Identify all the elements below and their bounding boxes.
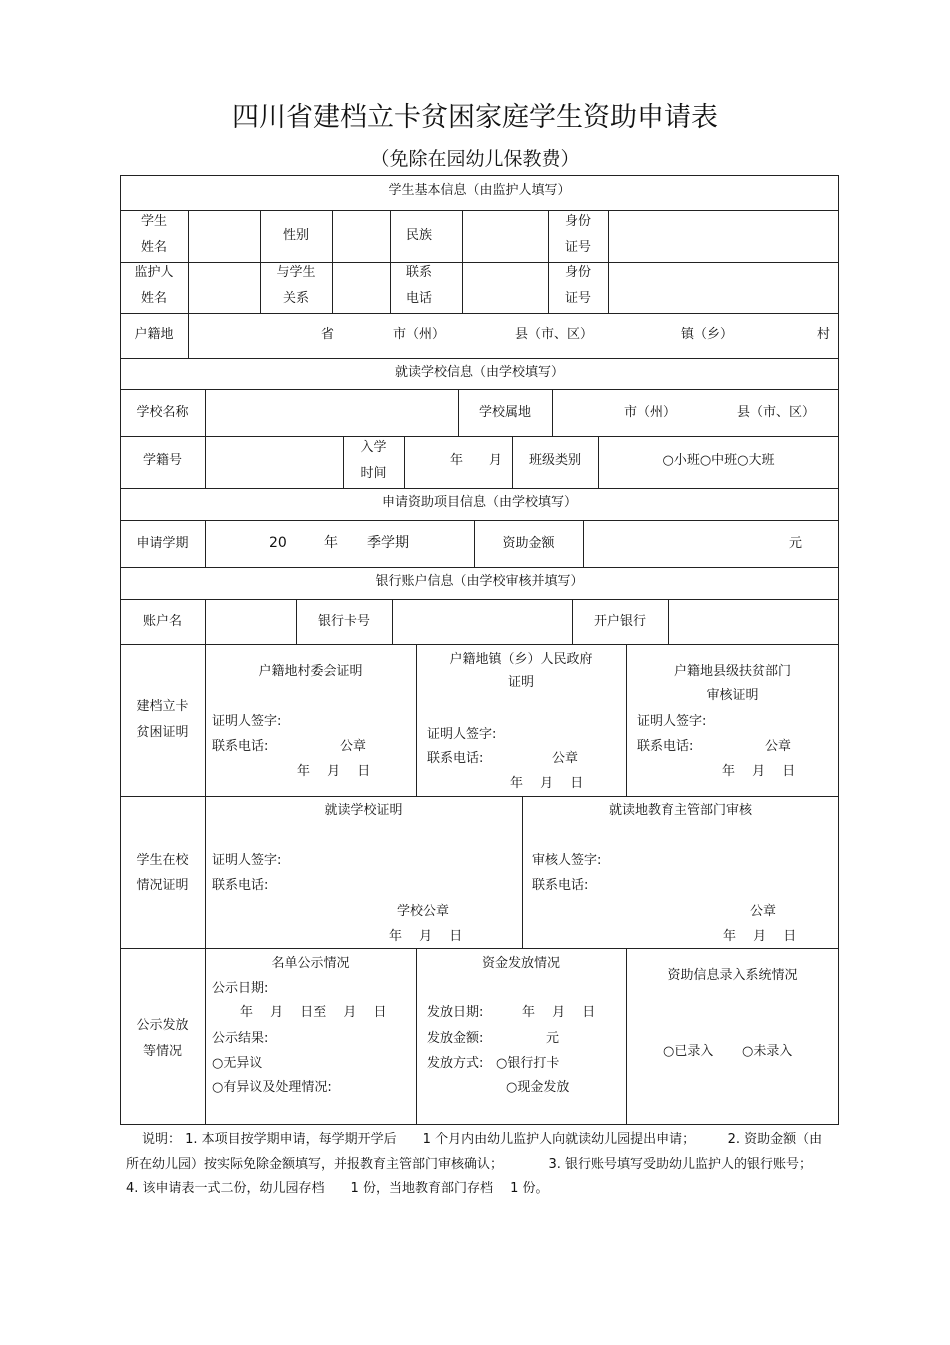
class-type-label: 班级类别 <box>528 453 581 468</box>
instructions-note <box>126 1128 832 1202</box>
fund-issue-title: 资金发放情况 <box>481 956 560 971</box>
row-divider <box>120 313 839 314</box>
form-title: 四川省建档立卡贫困家庭学生资助申请表 <box>232 102 718 133</box>
publicity-date-range: 年 月 日至 月 日 <box>240 1005 387 1020</box>
col-divider <box>205 644 206 1125</box>
province-unit: 省 <box>321 327 335 342</box>
town-proof-title: 户籍地镇（乡）人民政府 <box>449 652 593 667</box>
col-divider <box>205 389 206 488</box>
signer-label: 证明人签字: <box>427 727 497 742</box>
county-proof-title: 审核证明 <box>706 688 759 703</box>
signer-label: 证明人签字: <box>212 714 282 729</box>
col-divider <box>552 389 553 436</box>
row-divider <box>120 488 839 489</box>
term-year-prefix: 20 <box>269 535 287 551</box>
guardian-name-label: 监护人 <box>134 265 174 280</box>
student-roll-label: 学籍号 <box>142 453 182 468</box>
edu-review-title: 就读地教育主管部门审核 <box>608 803 752 818</box>
location-city-unit: 市（州） <box>624 405 677 420</box>
row-divider <box>120 796 839 797</box>
publicity-result-label: 公示结果: <box>212 1031 269 1046</box>
col-divider <box>404 436 405 488</box>
publicity-label: 等情况 <box>142 1044 182 1059</box>
col-divider <box>416 948 417 1125</box>
phone-label: 联系电话: <box>212 878 269 893</box>
school-location-label: 学校属地 <box>478 405 531 420</box>
account-name-label: 账户名 <box>142 614 182 629</box>
term-year-unit: 年 <box>324 535 338 551</box>
row-divider <box>120 358 839 359</box>
row-divider <box>120 210 839 211</box>
poverty-proof-label: 建档立卡 <box>136 699 189 714</box>
signer-label: 证明人签字: <box>637 714 707 729</box>
bank-name-label: 开户银行 <box>593 614 646 629</box>
id-number-label: 身份 <box>564 214 591 229</box>
gender-label: 性别 <box>282 228 309 243</box>
guardian-id-label: 证号 <box>564 291 591 306</box>
section-bank-info: 银行账户信息（由学校审核并填写） <box>375 574 584 589</box>
class-type-options[interactable]: ○小班○中班○大班 <box>662 453 775 468</box>
phone-label: 联系 <box>405 265 432 280</box>
date-label: 年 月 日 <box>389 929 463 944</box>
guardian-name-label: 姓名 <box>140 291 167 306</box>
issue-amount-label: 发放金额: <box>427 1031 484 1046</box>
col-divider <box>188 210 189 358</box>
row-divider <box>120 389 839 390</box>
row-divider <box>120 436 839 437</box>
town-unit: 镇（乡） <box>681 327 734 342</box>
col-divider <box>392 599 393 644</box>
aid-amount-unit: 元 <box>789 536 803 551</box>
enrollment-proof-label: 情况证明 <box>136 878 189 893</box>
row-divider <box>120 644 839 645</box>
col-divider <box>583 520 584 567</box>
reviewer-label: 审核人签字: <box>532 853 602 868</box>
village-unit: 村 <box>817 327 831 342</box>
entry-time-label: 时间 <box>360 466 387 481</box>
ethnicity-label: 民族 <box>405 228 432 243</box>
term-season: 季学期 <box>367 535 409 551</box>
phone-label: 联系电话: <box>637 739 694 754</box>
seal-label: 公章 <box>765 739 792 754</box>
no-objection-option[interactable]: ○无异议 <box>212 1056 263 1071</box>
instructions-text: 说明： 1. 本项目按学期申请，每学期开学后 1 个月内由幼儿监护人向就读幼儿园提出申请； 2. 资助金额（由所在幼儿园）按实际免除金额填写，并报教育主管部门审核确认； 3. 银行账号填写受助幼儿监护人的银行账号； 4. 该申请表一式二份，幼儿园存档 1 份，当地教育部门存档 1 份。 <box>126 1132 823 1196</box>
phone-label: 联系电话: <box>532 878 589 893</box>
section-student-info: 学生基本信息（由监护人填写） <box>388 183 571 198</box>
date-label: 年 月 日 <box>510 776 584 791</box>
town-proof-title: 证明 <box>507 675 534 690</box>
city-unit: 市（州） <box>393 327 446 342</box>
relation-label: 与学生 <box>276 265 316 280</box>
location-county-unit: 县（市、区） <box>737 405 816 420</box>
row-divider <box>120 520 839 521</box>
col-divider <box>205 520 206 567</box>
entry-year-month: 年 月 <box>450 453 503 468</box>
col-divider <box>668 599 669 644</box>
date-label: 年 月 日 <box>723 929 797 944</box>
relation-label: 关系 <box>282 291 309 306</box>
school-proof-title: 就读学校证明 <box>324 803 403 818</box>
col-divider <box>205 599 206 644</box>
county-unit: 县（市、区） <box>515 327 594 342</box>
household-label: 户籍地 <box>134 327 174 342</box>
date-label: 年 月 日 <box>722 764 796 779</box>
cash-option[interactable]: ○现金发放 <box>506 1080 570 1095</box>
poverty-proof-label: 贫困证明 <box>136 725 189 740</box>
enrollment-proof-label: 学生在校 <box>136 853 189 868</box>
form-subtitle: （免除在园幼儿保教费） <box>370 148 580 170</box>
publicity-date-label: 公示日期: <box>212 981 269 996</box>
entered-option[interactable]: ○已录入 <box>663 1044 714 1059</box>
phone-label: 联系电话: <box>427 751 484 766</box>
signer-label: 证明人签字: <box>212 853 282 868</box>
issue-date-value: 年 月 日 <box>522 1005 596 1020</box>
issue-date-label: 发放日期: <box>427 1005 484 1020</box>
issue-method-label: 发放方式: <box>427 1056 484 1071</box>
col-divider <box>462 210 463 313</box>
bank-card-option[interactable]: ○银行打卡 <box>496 1056 560 1071</box>
issue-amount-unit: 元 <box>546 1031 560 1046</box>
date-label: 年 月 日 <box>297 764 371 779</box>
row-divider <box>120 948 839 949</box>
aid-amount-label: 资助金额 <box>502 536 555 551</box>
row-divider <box>120 599 839 600</box>
school-seal-label: 学校公章 <box>397 904 450 919</box>
school-name-label: 学校名称 <box>136 405 189 420</box>
card-number-label: 银行卡号 <box>317 614 370 629</box>
section-aid-info: 申请资助项目信息（由学校填写） <box>381 495 577 510</box>
id-number-label: 证号 <box>564 240 591 255</box>
publicity-label: 公示发放 <box>136 1018 189 1033</box>
system-entry-title: 资助信息录入系统情况 <box>667 968 798 983</box>
seal-label: 公章 <box>552 751 579 766</box>
term-label: 申请学期 <box>136 536 189 551</box>
phone-label: 联系电话: <box>212 739 269 754</box>
objection-option[interactable]: ○有异议及处理情况: <box>212 1080 332 1095</box>
phone-label: 电话 <box>405 291 432 306</box>
section-school-info: 就读学校信息（由学校填写） <box>394 365 564 380</box>
col-divider <box>608 210 609 313</box>
student-name-label: 学生 <box>140 214 167 229</box>
entry-time-label: 入学 <box>360 440 387 455</box>
guardian-id-label: 身份 <box>564 265 591 280</box>
county-proof-title: 户籍地县级扶贫部门 <box>673 664 791 679</box>
seal-label: 公章 <box>340 739 367 754</box>
row-divider <box>120 567 839 568</box>
village-proof-title: 户籍地村委会证明 <box>258 664 363 679</box>
not-entered-option[interactable]: ○未录入 <box>742 1044 793 1059</box>
col-divider <box>332 210 333 313</box>
row-divider <box>120 262 839 263</box>
list-publicity-title: 名单公示情况 <box>271 956 350 971</box>
seal-label: 公章 <box>750 904 777 919</box>
student-name-label: 姓名 <box>140 240 167 255</box>
